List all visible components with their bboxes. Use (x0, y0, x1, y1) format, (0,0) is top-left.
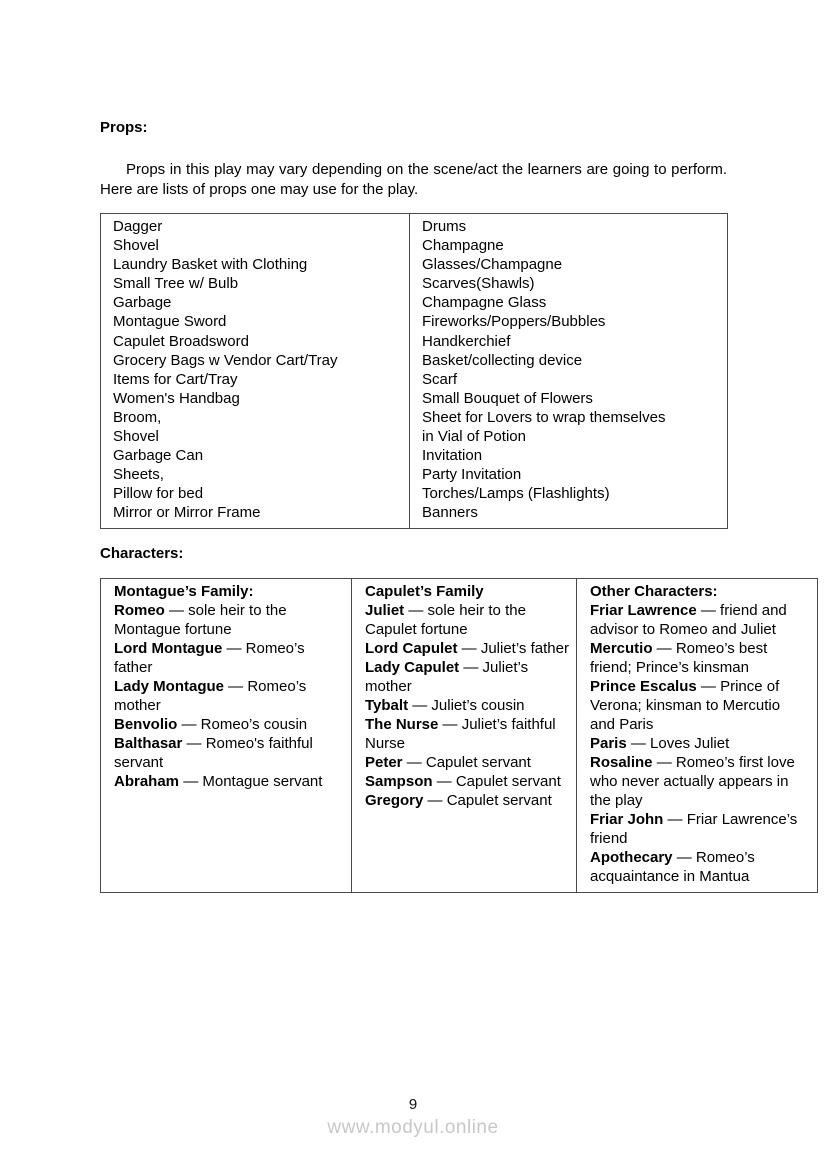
prop-item: Small Bouquet of Flowers (422, 389, 593, 407)
prop-item: Garbage (113, 294, 172, 312)
props-row (101, 214, 728, 529)
character-entry: Abraham — Montague servant (114, 772, 323, 790)
prop-item: Small Tree w/ Bulb (113, 275, 239, 293)
props-heading: Props: (100, 119, 148, 136)
page-number: 9 (408, 1096, 418, 1113)
character-entry: Lady Capulet — Juliet’s mother (365, 658, 529, 695)
prop-item: in Vial of Potion (422, 428, 526, 446)
props-column-right (410, 214, 728, 529)
props-table (100, 213, 728, 529)
prop-item: Mirror or Mirror Frame (113, 504, 261, 522)
prop-item: Pillow for bed (113, 485, 204, 503)
character-entry: Romeo — sole heir to the Montague fortune (114, 601, 287, 638)
character-group-1 (352, 578, 577, 892)
prop-item: Montague Sword (113, 313, 227, 331)
characters-heading: Characters: (100, 544, 184, 562)
character-group-title: Other Characters: (590, 582, 718, 600)
watermark-text: www.modyul.online (327, 1117, 499, 1138)
prop-item: Champagne Glass (422, 294, 547, 312)
characters-table (100, 578, 818, 893)
character-entry: Tybalt — Juliet’s cousin (365, 696, 525, 714)
prop-item: Capulet Broadsword (113, 332, 249, 350)
character-entry: Mercutio — Romeo’s best friend; Prince’s kinsman (590, 639, 768, 676)
prop-item: Handkerchief (422, 332, 511, 350)
character-entry: Prince Escalus — Prince of Verona; kinsman to Mercutio and Paris (590, 677, 781, 733)
prop-item: Party Invitation (422, 466, 522, 484)
character-entry: The Nurse — Juliet’s faithful Nurse (365, 715, 556, 752)
character-entry: Friar John — Friar Lawrence’s friend (590, 810, 798, 847)
prop-item: Garbage Can (113, 447, 204, 465)
prop-item: Women's Handbag (113, 389, 240, 407)
prop-item: Invitation (422, 447, 483, 465)
character-entry: Balthasar — Romeo's faithful servant (114, 734, 313, 771)
character-entry: Lord Capulet — Juliet’s father (365, 639, 569, 657)
props-column-left (101, 214, 410, 529)
character-entry: Peter — Capulet servant (365, 753, 531, 771)
prop-item: Items for Cart/Tray (113, 370, 238, 388)
prop-item: Champagne (422, 237, 504, 255)
character-entry: Rosaline — Romeo’s first love who never actually appears in the play (590, 753, 795, 809)
prop-item: Shovel (113, 428, 159, 446)
character-group-title: Montague’s Family: (114, 582, 254, 600)
character-entry: Juliet — sole heir to the Capulet fortune (365, 601, 526, 638)
page-content (100, 119, 798, 893)
prop-item: Sheet for Lovers to wrap themselves (422, 408, 666, 426)
character-group-0 (101, 578, 352, 892)
prop-item: Sheets, (113, 466, 164, 484)
character-group-title: Capulet’s Family (365, 582, 484, 600)
character-entry: Gregory — Capulet servant (365, 791, 552, 809)
prop-item: Grocery Bags w Vendor Cart/Tray (113, 351, 338, 369)
character-entry: Paris — Loves Juliet (590, 734, 730, 752)
character-entry: Benvolio — Romeo’s cousin (114, 715, 308, 733)
character-entry: Lord Montague — Romeo’s father (114, 639, 305, 676)
prop-item: Scarves(Shawls) (422, 275, 535, 293)
prop-item: Basket/collecting device (422, 351, 583, 369)
prop-item: Fireworks/Poppers/Bubbles (422, 313, 606, 331)
character-group-2 (577, 578, 818, 892)
prop-item: Broom, (113, 408, 162, 426)
character-entry: Apothecary — Romeo’s acquaintance in Mantua (590, 848, 755, 885)
characters-row (101, 578, 818, 892)
prop-item: Shovel (113, 237, 159, 255)
prop-item: Scarf (422, 370, 458, 388)
prop-item: Laundry Basket with Clothing (113, 256, 308, 274)
character-entry: Friar Lawrence — friend and advisor to Romeo and Juliet (590, 601, 787, 638)
character-entry: Lady Montague — Romeo’s mother (114, 677, 307, 714)
prop-item: Drums (422, 218, 467, 235)
character-entry: Sampson — Capulet servant (365, 772, 561, 790)
prop-item: Banners (422, 504, 478, 522)
prop-item: Torches/Lamps (Flashlights) (422, 485, 610, 503)
props-intro-paragraph: Props in this play may vary depending on the scene/act the learners are going to perform. Here are lists of props one may use for the play. (100, 161, 727, 198)
prop-item: Dagger (113, 218, 163, 235)
prop-item: Glasses/Champagne (422, 256, 563, 274)
